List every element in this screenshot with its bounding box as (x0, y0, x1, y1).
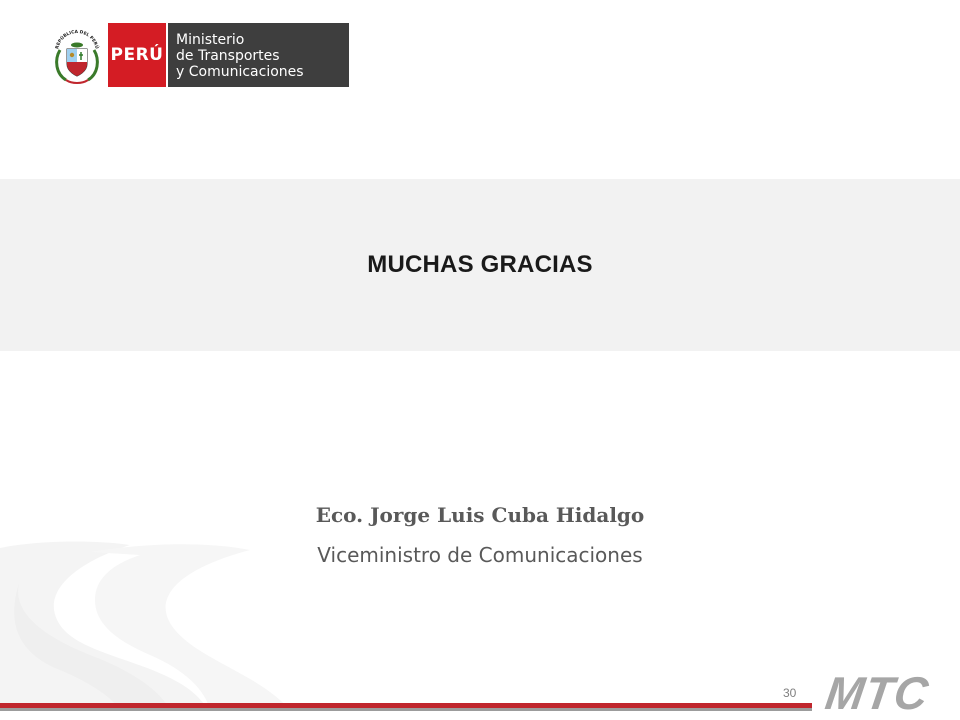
slide-number: 30 (783, 686, 797, 700)
ministry-logo (50, 22, 349, 88)
mtc-logo: MTC (822, 667, 933, 719)
presenter-role: Viceministro de Comunicaciones (317, 543, 643, 567)
ministry-name (168, 23, 349, 87)
ministry-line-2: de Transportes (176, 48, 280, 64)
ministry-line-1: Ministerio (176, 32, 245, 48)
footer-divider-shadow (0, 708, 812, 711)
ministry-line-3: y Comunicaciones (176, 64, 304, 80)
coat-of-arms-icon (50, 22, 104, 88)
slide-title: MUCHAS GRACIAS (367, 251, 593, 278)
country-label: PERÚ (108, 23, 166, 87)
presenter-name: Eco. Jorge Luis Cuba Hidalgo (315, 503, 645, 527)
svg-text:REPÚBLICA DEL PERÚ: REPÚBLICA DEL PERÚ (55, 29, 99, 50)
title-band (0, 179, 960, 351)
